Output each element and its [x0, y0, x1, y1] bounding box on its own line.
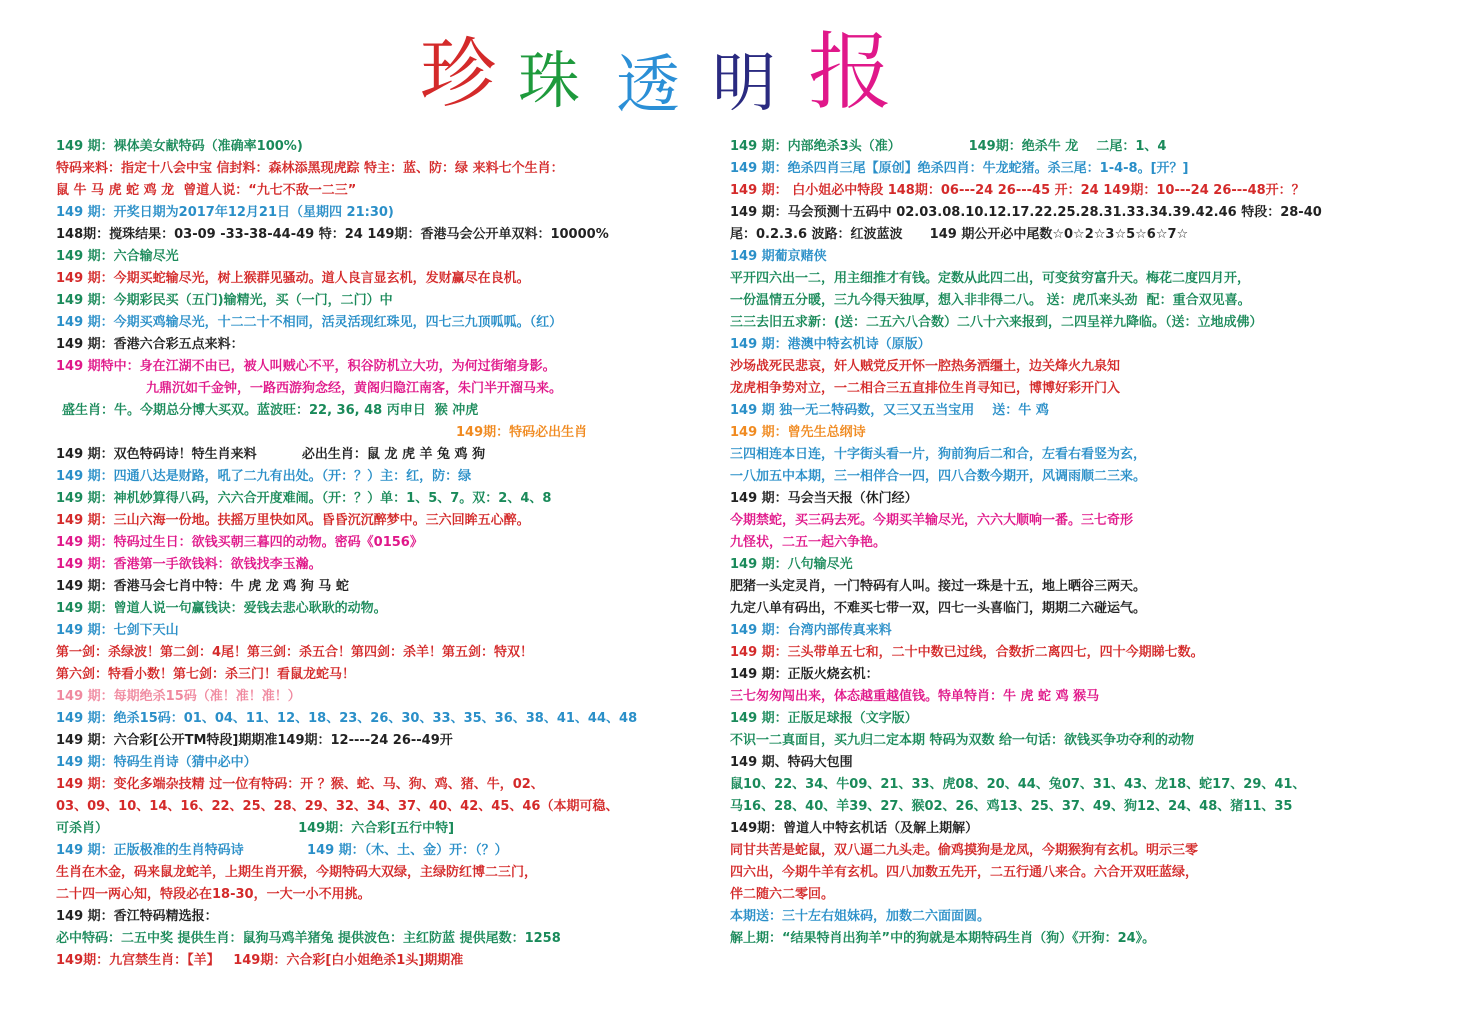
- right-text-line: 不识一二真面目，买九归二定本期 特码为双数 给一句话：欲钱买争功夺利的动物: [730, 733, 1195, 748]
- right-text-line: 龙虎相争势对立，一二相合三五直排位生肖寻知已，博博好彩开门入: [730, 381, 1121, 396]
- right-text-line: 尾：0.2.3.6 波路：红波蓝波 149 期公开必中尾数☆0☆2☆3☆5☆6☆7☆: [730, 227, 1189, 242]
- right-text-line: 149 期：港澳中特玄机诗（原版）: [730, 337, 931, 352]
- left-text-line: 第六剑：特看小数！第七剑：杀三门！看鼠龙蛇马！: [56, 667, 356, 682]
- left-column: [56, 136, 716, 972]
- right-text-line: 九定八单有码出，不难买七带一双，四七一头喜临门，期期二六碰运气。: [730, 601, 1147, 616]
- left-text-line: 盛生肖：牛。今期总分博大买双。蓝波旺：22, 36, 48 丙申日 猴 冲虎: [62, 403, 479, 418]
- title-char-5: 报: [808, 23, 893, 121]
- right-text-line: 149 期：马会当天报（休门经）: [730, 491, 918, 506]
- right-text-line: 149 期：正版足球报（文字版）: [730, 711, 918, 726]
- title-char-2: 珠: [518, 44, 581, 117]
- left-text-line: 149 期：绝杀15码：01、04、11、12、18、23、26、30、33、35、36、38、41、44、48: [56, 711, 638, 726]
- left-text-line: 必中特码：二五中奖 提供生肖：鼠狗马鸡羊猪兔 提供波色：主红防蓝 提供尾数：1258: [56, 931, 561, 946]
- left-text-line: 149 期：开奖日期为2017年12月21日（星期四 21:30): [56, 205, 394, 220]
- left-text-line: 可杀肖） 149期：六合彩[五行中特]: [56, 821, 455, 836]
- left-text-line: 149 期：六合输尽光: [56, 249, 179, 264]
- title-char-1: 珍: [420, 29, 496, 118]
- right-text-line: 伴二随六二零回。: [730, 887, 835, 902]
- right-text-line: 149 期：三头带单五七和，二十中数已过线，合数折二离四七，四十今期睇七数。: [730, 645, 1204, 660]
- right-text-line: 三三去旧五求新：(送：二五六八合数）二八十六来报到，二四呈祥九降临。（送：立地成佛）: [730, 315, 1263, 330]
- right-text-line: 九怪状，二五一起六争艳。: [730, 535, 887, 550]
- left-text-line: 149 期：特码生肖诗（猜中必中）: [56, 755, 257, 770]
- left-text-line: 149 期：变化多端杂技精 过一位有特码：开 ？猴、蛇、马、狗、鸡、猪、牛，02、: [56, 777, 544, 792]
- right-text-line: 同甘共苦是蛇鼠，双八逼二九头走。偷鸡摸狗是龙凤，今期猴狗有玄机。明示三零: [730, 843, 1199, 858]
- title-char-3: 透: [616, 49, 680, 123]
- left-text-line: 鼠 牛 马 虎 蛇 鸡 龙 曾道人说：“九七不敌一二三”: [56, 183, 357, 198]
- left-text-line: 149 期特中：身在江湖不由已，被人叫贼心不平，积谷防机立大功，为何过街缩身影。: [56, 359, 556, 374]
- left-text-line: 二十四一两心知，特段必在18-30，一大一小不用挑。: [56, 887, 371, 902]
- left-text-line: 149期：九宫禁生肖：【羊】 149期：六合彩[白小姐绝杀1头]期期准: [56, 953, 464, 968]
- right-text-line: 鼠10、22、34、牛09、21、33、虎08、20、44、兔07、31、43、龙18、蛇17、29、41、: [730, 777, 1306, 792]
- right-text-line: 三四相连本日连，十字街头看一片，狗前狗后二和合，左看右看竖为玄，: [730, 447, 1147, 462]
- right-text-line: 149期：曾道人中特玄机话（及解上期解）: [730, 821, 979, 836]
- right-text-line: 149 期、特码大包围: [730, 755, 853, 770]
- left-text-line: 149 期：香港六合彩五点来料：: [56, 337, 244, 352]
- right-text-line: 149 期：内部绝杀3头（准） 149期：绝杀牛 龙 二尾：1、4: [730, 139, 1167, 154]
- left-text-line: 149 期：双色特码诗！特生肖来料 必出生肖：鼠 龙 虎 羊 兔 鸡 狗: [56, 447, 486, 462]
- left-text-line: 149 期：四通八达是财路，吼了二九有出处。（开：？）主：红，防：绿: [56, 469, 472, 484]
- right-text-line: 平开四六出一二，用主细推才有钱。定数从此四二出，可变贫穷富升天。梅花二度四月开，: [730, 271, 1251, 286]
- right-text-line: 沙场战死民悲哀，奸人贼党反开怀一腔热务洒缰土，边关烽火九泉知: [730, 359, 1121, 374]
- right-text-line: 149 期：曾先生总纲诗: [730, 425, 866, 440]
- title-char-4: 明: [712, 47, 776, 121]
- right-text-line: 四六出，今期牛羊有玄机。四八加数五先开，二五行通八来合。六合开双旺蓝绿，: [730, 865, 1199, 880]
- left-text-line: 148期：搅珠结果：03-09 -33-38-44-49 特：24 149期：香港马会公开单双料：10000%: [56, 227, 609, 242]
- right-text-line: 149 期：台湾内部传真来料: [730, 623, 892, 638]
- right-text-line: 解上期：“结果特肖出狗羊”中的狗就是本期特码生肖（狗）《开狗：24》。: [730, 931, 1156, 946]
- right-text-line: 149 期葡京赌侠: [730, 249, 827, 264]
- right-text-line: 149 期：正版火烧玄机：: [730, 667, 879, 682]
- left-text-line: 特码来料：指定十八会中宝 信封料：森林添黑现虎踪 特主：蓝、防：绿 来料七个生肖：: [56, 161, 564, 176]
- left-text-line: 149 期：裸体美女献特码（准确率100%): [56, 139, 303, 154]
- left-text-line: 149 期：七剑下天山: [56, 623, 179, 638]
- right-column: [730, 136, 1430, 950]
- left-text-line: 149 期：今期买蛇输尽光，树上猴群见骚动。道人良言显玄机，发财赢尽在良机。: [56, 271, 530, 286]
- left-text-line: 149 期：特码过生日：欲钱买朝三暮四的动物。密码《0156》: [56, 535, 423, 550]
- left-text-line: 149 期：今期买鸡输尽光，十二二十不相同，活灵活现红珠见，四七三九顶呱呱。（红）: [56, 315, 563, 330]
- right-text-line: 今期禁蛇，买三码去死。今期买羊输尽光，六六大顺响一番。三七奇形: [730, 513, 1134, 528]
- left-text-line: 149 期：香港第一手欲钱料：欲钱找李玉瀚。: [56, 557, 322, 572]
- right-text-line: 三七匆匆闯出来，体态越重越值钱。特单特肖：牛 虎 蛇 鸡 猴马: [730, 689, 1100, 704]
- left-text-line: 九鼎沉如千金钟，一路西游狗念经，黄阁归隐江南客，朱门半开溜马来。: [146, 381, 563, 396]
- right-text-line: 149 期：绝杀四肖三尾【原创】绝杀四肖：牛龙蛇猪。杀三尾：1-4-8。[开？]: [730, 161, 1189, 176]
- left-text-line: 149 期：曾道人说一句赢钱诀：爱钱去悲心耿耿的动物。: [56, 601, 387, 616]
- left-text-line: 149 期：香江特码精选报：: [56, 909, 218, 924]
- left-text-line: 149 期：今期彩民买（五门)输精光，买（一门，二门）中: [56, 293, 393, 308]
- left-text-line: 149 期：六合彩[公开TM特段]期期准149期：12----24 26--49开: [56, 733, 453, 748]
- left-text-line: 03、09、10、14、16、22、25、28、29、32、34、37、40、42、45、46（本期可稳、: [56, 799, 619, 814]
- left-text-line: 149 期：香港马会七肖中特：牛 虎 龙 鸡 狗 马 蛇: [56, 579, 349, 594]
- left-text-line: 第一剑：杀绿波！第二剑：4尾！第三剑：杀五合！第四剑：杀羊！第五剑：特双！: [56, 645, 534, 660]
- right-text-line: 149 期 独一无二特码数，又三又五当宝用 送：牛 鸡: [730, 403, 1049, 418]
- right-text-line: 149 期：八句输尽光: [730, 557, 853, 572]
- left-text-line: 149 期：三山六海一份地。扶摇万里快如风。昏昏沉沉醉梦中。三六回眸五心醉。: [56, 513, 530, 528]
- left-text-line: 生肖在木金，码来鼠龙蛇羊，上期生肖开猴，今期特码大双绿，主绿防红博二三门，: [56, 865, 538, 880]
- left-text-line: 149 期：每期绝杀15码（准！准！准！）: [56, 689, 301, 704]
- left-text-line: 149 期：正版极准的生肖特码诗 149 期：（木、土、金）开：（？）: [56, 843, 508, 858]
- left-text-line: 149 期：神机妙算得八码，六六合开度难闹。（开：？）单：1、5、7。双：2、4、8: [56, 491, 552, 506]
- right-text-line: 肥猪一头定灵肖，一门特码有人叫。接过一珠是十五，地上晒谷三两天。: [730, 579, 1147, 594]
- right-text-line: 本期送：三十左右姐妹码，加数二六面面圆。: [730, 909, 991, 924]
- right-text-line: 马16、28、40、羊39、27、猴02、26、鸡13、25、37、49、狗12、24、48、猪11、35: [730, 799, 1293, 814]
- right-text-line: 149 期：马会预测十五码中 02.03.08.10.12.17.22.25.28.31.33.34.39.42.46 特段：28-40: [730, 205, 1322, 220]
- right-text-line: 149 期： 白小姐必中特段 148期：06---24 26---45 开：24 149期：10---24 26---48开：？: [730, 183, 1305, 198]
- right-text-line: 一份温情五分暖，三九今得天独厚，想入非非得二八。 送：虎爪来头劲 配：重合双见喜。: [730, 293, 1251, 308]
- right-text-line: 一八加五中本期，三一相伴合一四，四八合数今期开，风调雨顺二三来。: [730, 469, 1147, 484]
- left-text-line: 149期：特码必出生肖: [456, 425, 588, 440]
- newspaper-title: [420, 23, 900, 123]
